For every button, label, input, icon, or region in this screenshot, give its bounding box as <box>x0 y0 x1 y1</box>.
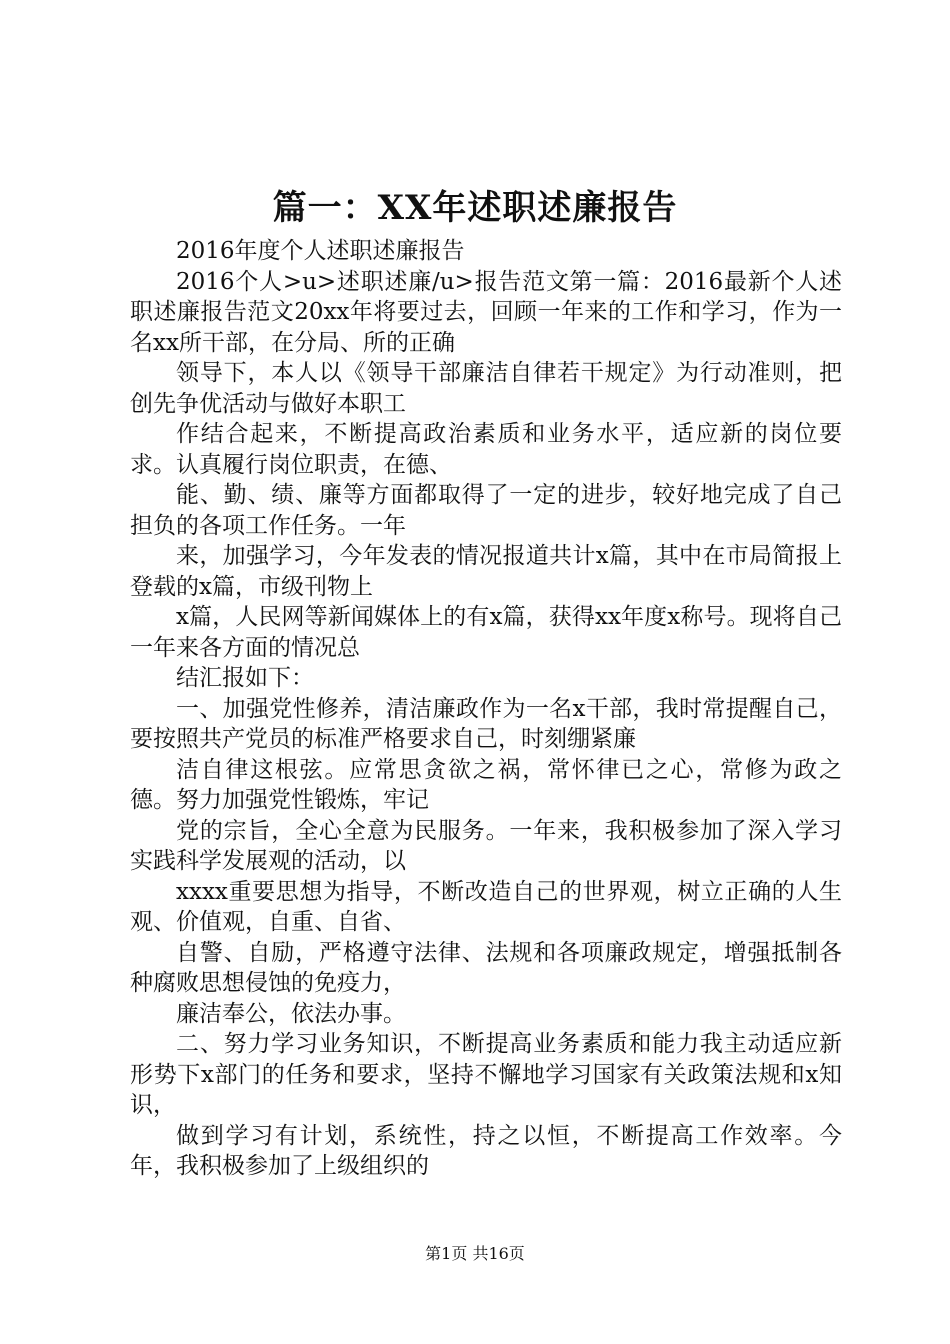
document-body <box>130 236 842 1182</box>
paragraph: 来，加强学习，今年发表的情况报道共计x篇，其中在市局简报上登载的x篇，市级刊物上 <box>130 543 842 600</box>
paragraph: 2016个人>u>述职述廉/u>报告范文第一篇：2016最新个人述职述廉报告范文20xx年将要过去，回顾一年来的工作和学习，作为一名xx所干部，在分局、所的正确 <box>130 268 842 356</box>
paragraph: 结汇报如下： <box>176 665 314 691</box>
paragraph: x篇，人民网等新闻媒体上的有x篇，获得xx年度x称号。现将自己一年来各方面的情况总 <box>130 604 842 661</box>
paragraph: 自警、自励，严格遵守法律、法规和各项廉政规定，增强抵制各种腐败思想侵蚀的免疫力， <box>130 939 842 996</box>
paragraph: 领导下，本人以《领导干部廉洁自律若干规定》为行动准则，把创先争优活动与做好本职工 <box>130 360 842 417</box>
paragraph: 洁自律这根弦。应常思贪欲之祸，常怀律已之心，常修为政之德。努力加强党性锻炼，牢记 <box>130 756 842 813</box>
paragraph: 党的宗旨，全心全意为民服务。一年来，我积极参加了深入学习实践科学发展观的活动，以 <box>130 817 842 874</box>
page-footer: 第1页 共16页 <box>425 1244 525 1263</box>
paragraph: 作结合起来，不断提高政治素质和业务水平，适应新的岗位要求。认真履行岗位职责，在德、 <box>130 421 842 478</box>
paragraph: 能、勤、绩、廉等方面都取得了一定的进步，较好地完成了自己担负的各项工作任务。一年 <box>130 482 842 539</box>
paragraph: 廉洁奉公，依法办事。 <box>176 1000 406 1027</box>
paragraph: 二、努力学习业务知识，不断提高业务素质和能力我主动适应新形势下x部门的任务和要求，坚持不懈地学习国家有关政策法规和x知识， <box>130 1031 842 1118</box>
paragraph: xxxx重要思想为指导，不断改造自己的世界观，树立正确的人生观、价值观，自重、自省、 <box>130 878 842 935</box>
paragraph: 2016年度个人述职述廉报告 <box>176 238 465 264</box>
paragraph: 做到学习有计划，系统性，持之以恒，不断提高工作效率。今年，我积极参加了上级组织的 <box>130 1122 842 1179</box>
paragraph: 一、加强党性修养，清洁廉政作为一名x干部，我时常提醒自己，要按照共产党员的标准严格要求自己，时刻绷紧廉 <box>130 695 842 752</box>
document-title: 篇一：XX年述职述廉报告 <box>272 188 678 228</box>
